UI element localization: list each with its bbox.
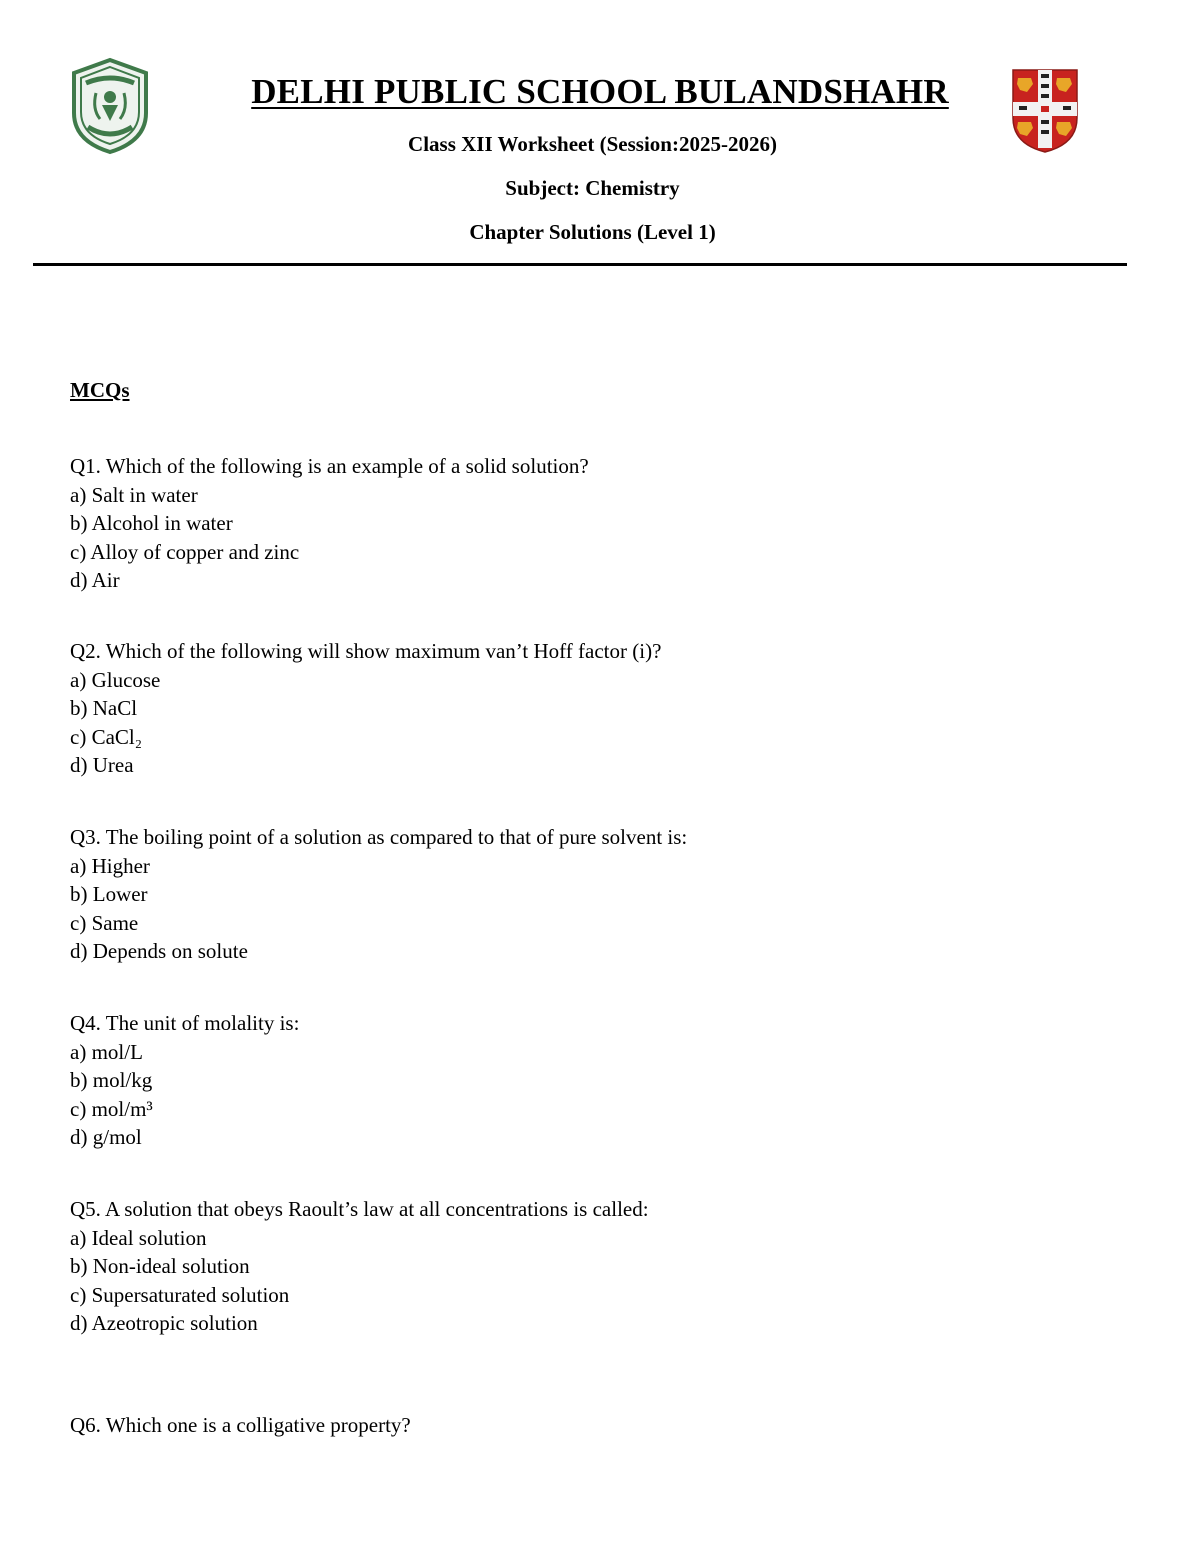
question-1 [70,452,589,595]
option: c) Supersaturated solution [70,1282,290,1307]
question-5 [70,1195,649,1338]
question-text: Q3. The boiling point of a solution as compared to that of pure solvent is: [70,825,688,849]
question-text: Q6. Which one is a colligative property? [70,1413,411,1437]
question-3 [70,823,687,966]
question-text: Q2. Which of the following will show maximum van’t Hoff factor (i)? [70,639,662,663]
option: a) Higher [70,853,150,878]
option: c) mol/m³ [70,1096,153,1121]
option: c) Alloy of copper and zinc [70,539,300,564]
section-title: MCQs [70,378,130,402]
question-6 [70,1411,411,1440]
worksheet-line: Class XII Worksheet (Session:2025-2026) [408,132,777,156]
subject-line: Subject: Chemistry [505,176,680,200]
question-4 [70,1009,299,1152]
option: c) Same [70,910,139,935]
option: b) Lower [70,882,148,906]
option: b) Non-ideal solution [70,1254,250,1278]
option: d) Urea [70,753,134,777]
option: b) Alcohol in water [70,511,233,535]
chapter-line: Chapter Solutions (Level 1) [469,220,716,244]
option: c) CaCl₂ [70,724,143,749]
question-text: Q1. Which of the following is an example of a solid solution? [70,454,589,478]
option: d) Azeotropic solution [70,1311,258,1335]
option: a) mol/L [70,1039,143,1064]
option: b) mol/kg [70,1068,153,1092]
option: a) Ideal solution [70,1225,207,1250]
option: b) NaCl [70,696,138,720]
question-text: Q4. The unit of molality is: [70,1011,300,1035]
option: d) Depends on solute [70,939,248,963]
option: d) g/mol [70,1125,142,1149]
question-2 [70,637,661,780]
option: a) Salt in water [70,482,198,507]
option: d) Air [70,568,120,592]
question-text: Q5. A solution that obeys Raoult’s law at all concentrations is called: [70,1197,649,1221]
school-name: DELHI PUBLIC SCHOOL BULANDSHAHR [251,72,949,111]
option: a) Glucose [70,667,161,692]
header-divider [33,263,1127,266]
